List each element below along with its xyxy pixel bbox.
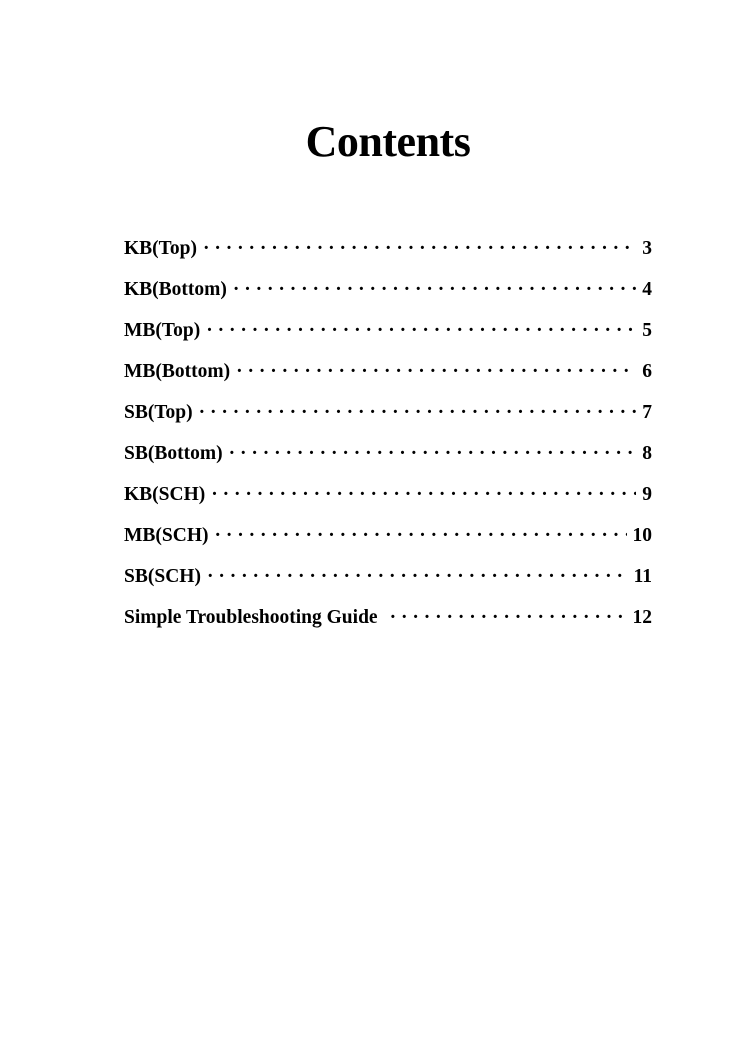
toc-entry-page: 7 [642, 402, 652, 423]
table-of-contents [124, 236, 652, 646]
toc-entry-troubleshooting-guide[interactable] [124, 605, 652, 646]
dot-leader [207, 564, 628, 590]
toc-entry-sb-sch[interactable] [124, 564, 652, 605]
dot-leader [215, 523, 627, 549]
toc-entry-label: Simple Troubleshooting Guide [124, 607, 378, 628]
dot-leader [211, 482, 636, 508]
dot-leader [206, 318, 636, 344]
toc-entry-page: 8 [642, 443, 652, 464]
toc-entry-label: KB(SCH) [124, 484, 206, 505]
toc-entry-kb-sch[interactable] [124, 482, 652, 523]
dot-leader [203, 236, 636, 262]
dot-leader [233, 277, 636, 303]
toc-entry-kb-bottom[interactable] [124, 277, 652, 318]
toc-entry-page: 4 [642, 279, 652, 300]
toc-entry-label: SB(Bottom) [124, 443, 223, 464]
toc-entry-page: 3 [642, 238, 652, 259]
dot-leader [236, 359, 636, 385]
dot-leader [229, 441, 637, 467]
toc-entry-page: 11 [633, 566, 652, 587]
toc-entry-mb-top[interactable] [124, 318, 652, 359]
toc-entry-label: MB(Top) [124, 320, 201, 341]
toc-entry-page: 10 [632, 525, 652, 546]
toc-entry-label: KB(Bottom) [124, 279, 227, 300]
toc-entry-sb-top[interactable] [124, 400, 652, 441]
toc-entry-label: MB(SCH) [124, 525, 209, 546]
toc-entry-mb-bottom[interactable] [124, 359, 652, 400]
toc-entry-mb-sch[interactable] [124, 523, 652, 564]
toc-entry-label: MB(Bottom) [124, 361, 231, 382]
toc-entry-page: 9 [642, 484, 652, 505]
toc-entry-page: 6 [642, 361, 652, 382]
toc-entry-page: 12 [632, 607, 652, 628]
page-title: Contents [305, 117, 471, 166]
toc-entry-label: SB(SCH) [124, 566, 201, 587]
toc-entry-sb-bottom[interactable] [124, 441, 652, 482]
toc-entry-page: 5 [642, 320, 652, 341]
toc-entry-label: KB(Top) [124, 238, 197, 259]
dot-leader [199, 400, 637, 426]
dot-leader [390, 605, 627, 631]
toc-entry-kb-top[interactable] [124, 236, 652, 277]
toc-entry-label: SB(Top) [124, 402, 193, 423]
